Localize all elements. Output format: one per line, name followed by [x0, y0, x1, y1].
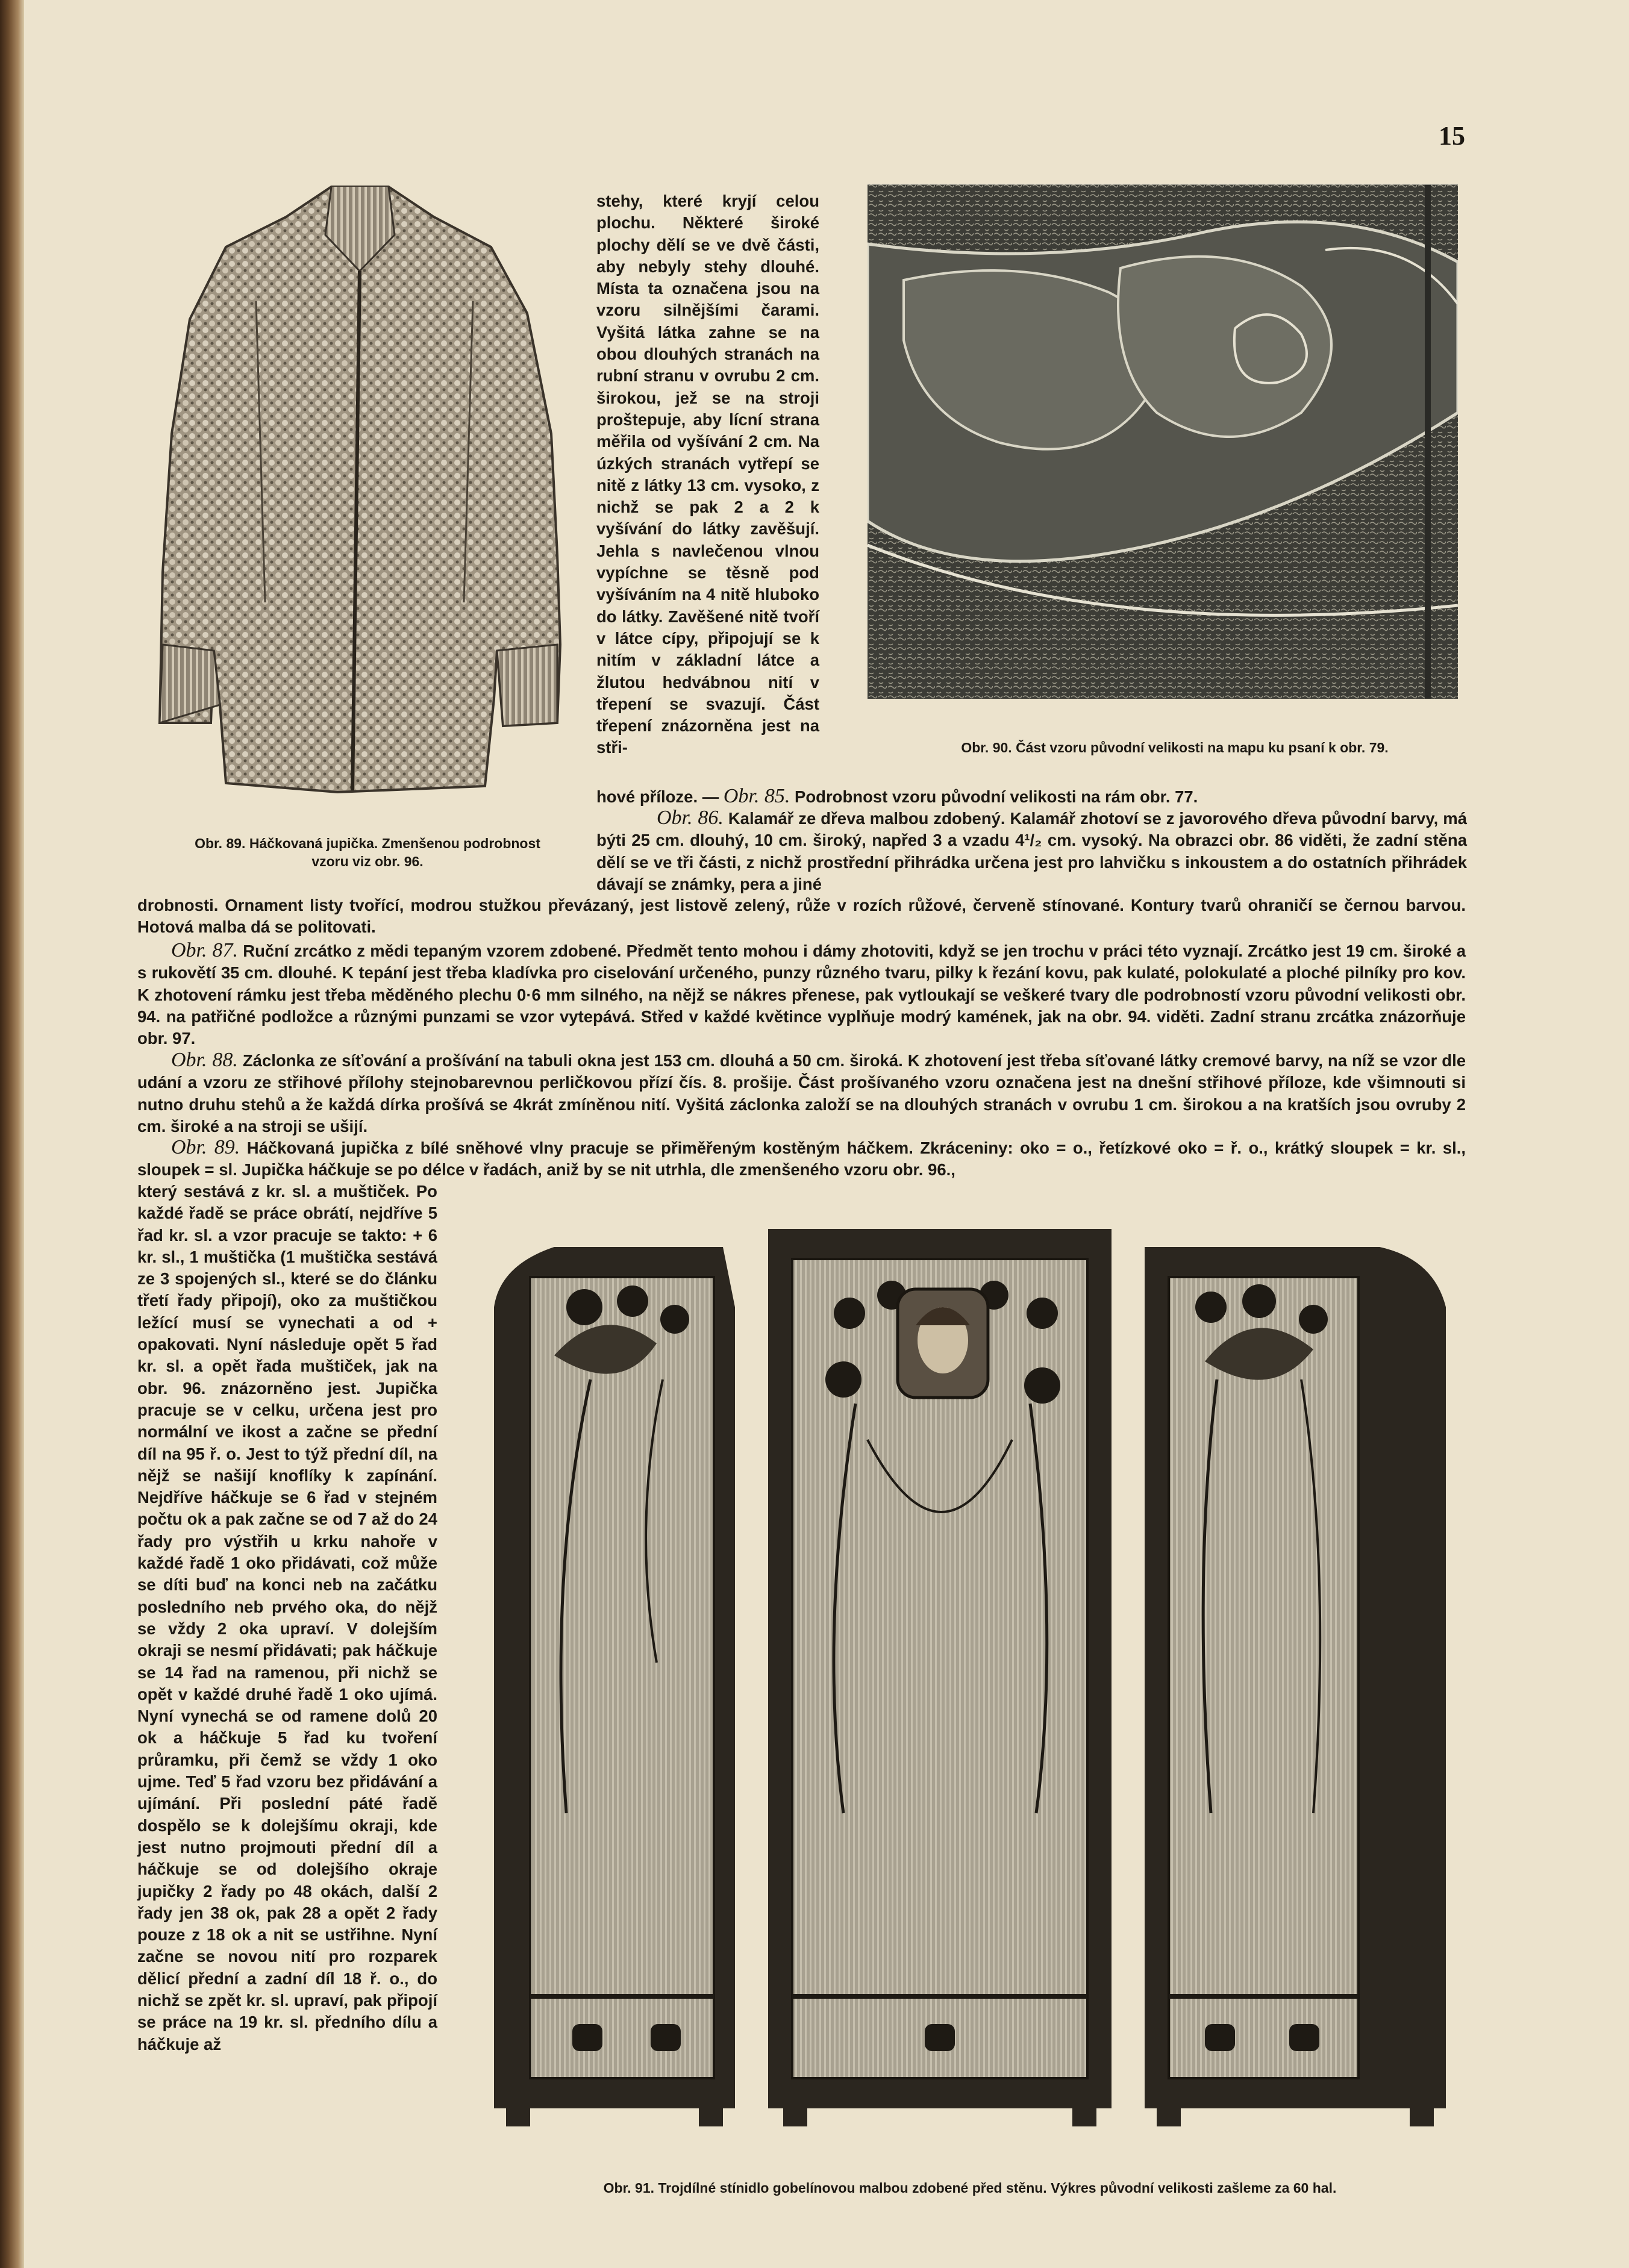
figure-89-caption — [139, 834, 596, 870]
figure-91-caption: Obr. 91. Trojdílné stínidlo gobelínovou malbou zdobené před stěnu. Výkres původní velikosti zašleme za 60 hal. — [603, 2180, 1337, 2196]
figure-89-caption-line2: vzoru viz obr. 96. — [311, 854, 424, 869]
obr85-label: Obr. 85. — [723, 785, 790, 807]
figure-89-caption-line1: Obr. 89. Háčkovaná jupička. Zmenšenou podrobnost — [195, 836, 540, 851]
paragraph-obr87 — [137, 940, 1466, 1049]
paragraph-col1: stehy, které kryjí celou plochu. Některé široké plochy dělí se ve dvě části, aby nebyly stehy dlouhé. Místa ta označena jsou na vzoru silnějšími čarami. Vyšitá látka zahne se na obou dlouhých stranách na rubní stranu v ovrubu 2 cm. širokou, jež se na stroji proštepuje, aby lícní strana měřila od vyšívání 2 cm. Na úzkých stranách vytřepí se nitě z látky 13 cm. vysoko, z nichž se pak 2 a 2 k vyšívání do látky zavěšují. Jehla s navlečenou vlnou vypíchne se těsně pod vyšíváním na 4 nitě hluboko do látky. Zavěšené nitě tvoří v látce cípy, připojují se k nitím v základní látce a žlutou hedvábnou nití v třepení se svazují. Část třepení znázorněna jest na stři- — [596, 192, 819, 757]
obr85-text: Podrobnost vzoru původní velikosti na rám obr. 77. — [795, 787, 1198, 806]
figure-90-caption: Obr. 90. Část vzoru původní velikosti na mapu ku psaní k obr. 79. — [961, 740, 1389, 755]
obr88-label: Obr. 88. — [171, 1049, 238, 1071]
obr86-label: Obr. 86. — [657, 807, 724, 829]
folding-screen-illustration — [482, 1211, 1458, 2145]
paragraph-obr88 — [137, 1049, 1466, 1137]
obr85-lead: hové příloze. — — [596, 787, 719, 806]
obr88-text: Záclonka ze síťování a prošívání na tabuli okna jest 153 cm. dlouhá a 50 cm. široká. K zhotovení jest třeba síťované látky cremové barvy, na níž se vzor dle udání a vzoru ze střihové přílohy stejnobarevnou perličkovou přízí čís. 8. prošije. Část prošívaného vzoru označena jest na dnešní střihové příloze, kde všimnouti si nutno druhu stehů a že každá dírka prošívá se 4krát zmíněnou nití. Vyšitá záclonka založí se na dlouhých stranách v ovrubu 1 cm. širokou a na kratších jsou ovruby 2 cm. široké a na stroji se ušijí. — [137, 1051, 1466, 1136]
obr87-label: Obr. 87. — [171, 939, 239, 961]
book-spine-shadow — [0, 0, 24, 2268]
jacket-illustration — [136, 181, 584, 795]
paragraph-obr86-cont: drobnosti. Ornament listy tvořící, modrou stužkou převázaný, jest listově zelený, růže v rozích růžové, červeně stínované. Kontury tvarů ohraničí se černou barvou. Hotová malba dá se politovati. — [137, 896, 1466, 937]
obr89-text: Háčkovaná jupička z bílé sněhové vlny pracuje se přiměřeným kostěným háčkem. Zkráceniny: oko = o., řetízkové oko = ř. o., krátký sloupek = kr. sl., sloupek = sl. Jupička háčkuje se po délce v řadách, aniž by se nit utrhla, dle zmenšeného vzoru obr. 96., — [137, 1139, 1466, 1179]
paragraph-obr89 — [137, 1137, 1466, 1181]
page-number: 15 — [1439, 121, 1465, 151]
obr89-label: Obr. 89. — [171, 1136, 240, 1158]
map-detail-illustration — [868, 184, 1458, 699]
paragraph-obr86 — [596, 807, 1467, 895]
paragraph-obr85 — [596, 786, 1452, 808]
paragraph-jacket-instructions: který sestává z kr. sl. a muštiček. Po každé řadě se práce obrátí, nejdříve 5 řad kr. sl. a vzor pracuje se takto: + 6 kr. sl., 1 muštička (1 muštička sestává ze 3 spojených sl., které se do článku třetí řady připojí), oko za muštičkou ležící musí se vynechati a od + opakovati. Nyní následuje opět 5 řad kr. sl. a opět řada muštiček, jak na obr. 96. znázorněno jest. Jupička pracuje se v celku, určena jest pro normální ve ikost a začne se přední díl na 95 ř. o. Jest to týž přední díl, na nějž se našijí knoflíky k zapínání. Nejdříve háčkuje se 6 řad v stejném počtu ok a pak začne se od 7 až do 24 řady pro výstřih u krku nahoře v každé řadě 1 oko přidávati, což může se díti buď na konci neb na začátku posledního neb prvého oka, do nějž se vždy 2 oka upraví. V dolejším okraji se nesmí přidávati; pak háčkuje se 14 řad na ramenou, při nichž se opět v každé druhé řadě 1 oko ujímá. Nyní vynechá se od ramene dolů 20 ok a háčkuje 5 řad ku tvoření průramku, při čemž se vždy 1 oko ujme. Teď 5 řad vzoru bez přidávání a ujímání. Při poslední páté řadě dospělo se k dolejšímu okraji, kde jest nutno projmouti přední díl a háčkuje se od dolejšího okraje jupičky 2 řady po 48 okách, další 2 řady jen 38 ok, pak 28 a opět 2 řady pouze z 18 ok a nit se ustřihne. Nyní začne se novou nití pro rozparek dělicí přední a zadní díl 18 ř. o., do nichž se zpět kr. sl. upraví, pak připojí se práce na 19 kr. sl. předního dílu a háčkuje až — [137, 1182, 437, 2054]
obr86-text: Kalamář ze dřeva malbou zdobený. Kalamář zhotoví se z javorového dřeva původní barvy, má býti 25 cm. dlouhý, 10 cm. široký, napřed 3 a vzadu 4¹/₂ cm. vysoký. Na obrazci obr. 86 viděti, že zadní stěna dělí se ve tři části, z nichž prostřední přihrádka určena jest pro lahvičku s inkoustem a do ostatních přihrádek dávají se známky, pera a jiné — [596, 809, 1468, 893]
obr87-text: Ruční zrcátko z mědi tepaným vzorem zdobené. Předmět tento mohou i dámy zhotoviti, když se jen trochu v práci této vyznají. Zrcátko jest 19 cm. široké a s rukovětí 35 cm. dlouhé. K tepání jest třeba kladívka pro ciselování určeného, punzy různého tvaru, pilky k řezání kovu, pak kulaté, polokulaté a ploché pilníky pro kov. K zhotovení rámku jest třeba měděného plechu 0·6 mm silného, na nějž se nákres přenese, pak vytloukají se veškeré tvary dle podrobností vzoru původní velikosti obr. 94. na patřičné podložce a různými punzami se vzor vytepává. Střed v každé květince vyplňuje modrý kamének, jak na obr. 94. viděti. Zadní stranu zrcátka znázorňuje obr. 97. — [137, 942, 1466, 1048]
